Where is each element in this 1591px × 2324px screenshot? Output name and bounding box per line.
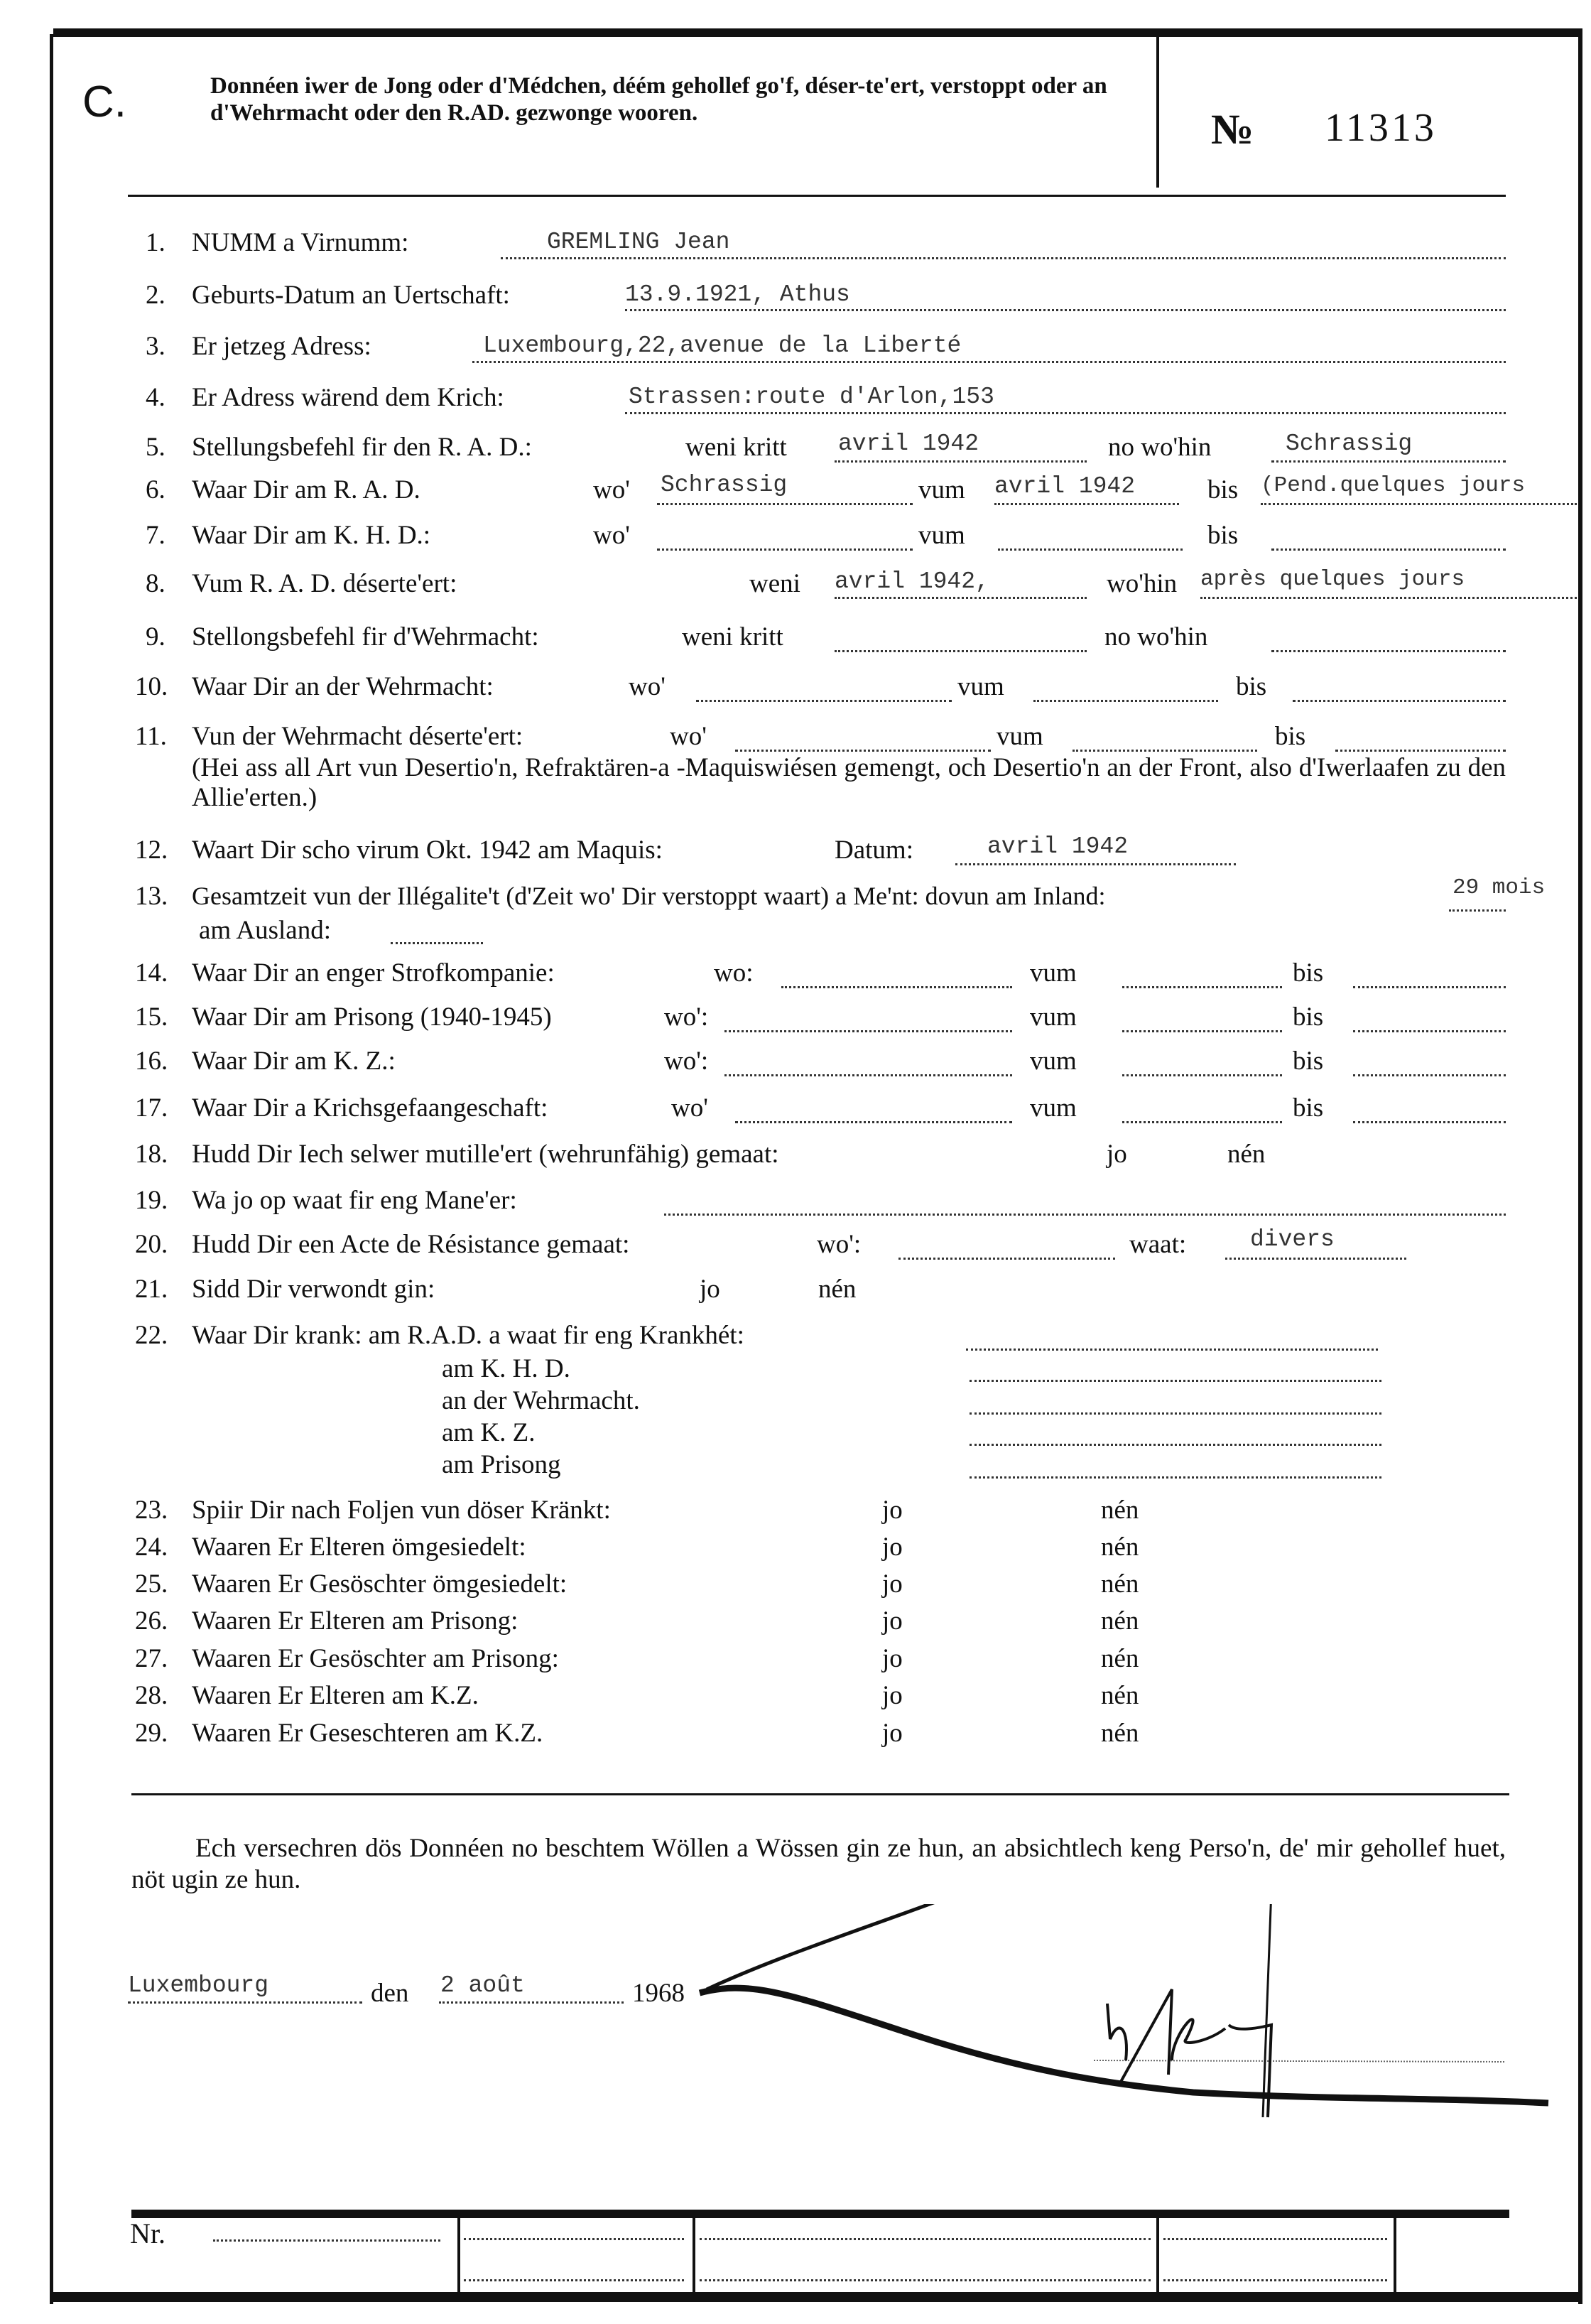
name-field[interactable]: GREMLING Jean xyxy=(547,229,730,255)
declaration-text: Ech versechren dös Donnéen no beschtem Wöllen a Wössen gin ze hun, an absichtlech keng Perso'n, de' mir gehollef huet, nöt ugin ze hun. xyxy=(131,1834,1506,1894)
to-label: bis xyxy=(1236,672,1267,701)
inland-field[interactable]: 29 mois xyxy=(1452,875,1546,900)
to-label: bis xyxy=(1275,722,1306,751)
where-field[interactable] xyxy=(724,1074,1012,1076)
item-label: Waar Dir am K. Z.: xyxy=(192,1047,396,1076)
when-label: weni kritt xyxy=(682,622,783,652)
no-option[interactable]: nén xyxy=(1227,1140,1266,1169)
where-field-line xyxy=(657,503,913,505)
item-label: Waaren Er Geseschteren am K.Z. xyxy=(192,1719,543,1748)
table-cell-line[interactable] xyxy=(700,2279,1151,2281)
table-cell-line[interactable] xyxy=(464,2238,684,2240)
no-option[interactable]: nén xyxy=(1101,1606,1139,1636)
table-column-divider xyxy=(1156,2218,1159,2292)
item-number: 21. xyxy=(135,1275,168,1304)
item-label: NUMM a Virnumm: xyxy=(192,228,409,257)
table-cell-line[interactable] xyxy=(1163,2279,1387,2281)
from-field[interactable] xyxy=(1122,1074,1282,1076)
illness-prisong-field[interactable] xyxy=(970,1476,1381,1479)
section-letter: C. xyxy=(82,77,126,126)
item-label: Gesamtzeit vun der Illégalite't (d'Zeit wo' Dir verstoppt waart) a Me'nt: dovun am Inland: xyxy=(192,882,1106,910)
to-field[interactable]: (Pend.quelques jours xyxy=(1261,473,1526,498)
where-label: wo' xyxy=(629,672,666,701)
yes-option[interactable]: jo xyxy=(882,1719,903,1748)
where-field[interactable] xyxy=(1271,650,1506,652)
where-label: no wo'hin xyxy=(1104,622,1208,652)
item-label: Waar Dir a Krichsgefaangeschaft: xyxy=(192,1093,548,1123)
item-label: Waaren Er Gesöschter am Prisong: xyxy=(192,1644,559,1673)
item-number: 18. xyxy=(135,1140,168,1169)
where-label: no wo'hin xyxy=(1108,433,1212,462)
frame-top-border xyxy=(53,28,1582,37)
where-field[interactable] xyxy=(657,548,913,551)
where-label: wo' xyxy=(593,521,630,550)
abroad-label: am Ausland: xyxy=(199,916,332,945)
where-field[interactable] xyxy=(898,1258,1115,1260)
date-label: Datum: xyxy=(835,836,913,865)
to-label: bis xyxy=(1293,958,1324,988)
item-number: 8. xyxy=(146,569,165,598)
what-field[interactable]: divers xyxy=(1250,1226,1335,1253)
number-sign: № xyxy=(1211,106,1254,153)
table-cell-line[interactable] xyxy=(700,2238,1151,2240)
place-field[interactable]: Luxembourg xyxy=(128,1972,269,1999)
item-number: 20. xyxy=(135,1230,168,1259)
where-field[interactable] xyxy=(724,1030,1012,1032)
den-label: den xyxy=(371,1979,409,2008)
item-label: Waaren Er Elteren am K.Z. xyxy=(192,1681,479,1710)
sub-label: am K. H. D. xyxy=(442,1354,570,1383)
nr-field[interactable] xyxy=(213,2239,440,2242)
to-label: bis xyxy=(1293,1047,1324,1076)
item-label: Waaren Er Elteren am Prisong: xyxy=(192,1606,518,1636)
where-field-line xyxy=(1271,460,1506,463)
illness-wehrmacht-field[interactable] xyxy=(970,1412,1381,1415)
item-number: 27. xyxy=(135,1644,168,1673)
item-label: Waar Dir am K. H. D.: xyxy=(192,521,431,550)
where-field[interactable]: Schrassig xyxy=(661,472,788,498)
item-number: 4. xyxy=(146,383,165,412)
from-label: vum xyxy=(1030,1002,1077,1032)
where-label: wo': xyxy=(664,1002,709,1032)
from-field-line xyxy=(994,503,1179,505)
table-column-divider xyxy=(693,2218,695,2292)
where-label: wo': xyxy=(817,1230,862,1259)
no-option[interactable]: nén xyxy=(1101,1496,1139,1525)
item-label: Waar Dir am Prisong (1940-1945) xyxy=(192,1002,552,1032)
war-address-field-line xyxy=(625,412,1506,414)
yes-option[interactable]: jo xyxy=(882,1569,903,1599)
item-label: Waaren Er Gesöschter ömgesiedelt: xyxy=(192,1569,568,1599)
signature xyxy=(682,1904,1563,2139)
item-number: 17. xyxy=(135,1093,168,1123)
where-label: wo' xyxy=(670,722,707,751)
header-divider xyxy=(1156,37,1159,188)
from-label: vum xyxy=(1030,1047,1077,1076)
item-number: 10. xyxy=(135,672,168,701)
date-field-line xyxy=(439,2001,624,2004)
to-field[interactable] xyxy=(1353,1030,1506,1032)
signature-line xyxy=(1094,2060,1506,2062)
from-label: vum xyxy=(957,672,1004,701)
item-label: Hudd Dir een Acte de Résistance gemaat: xyxy=(192,1230,630,1259)
item-note: (Hei ass all Art vun Desertio'n, Refraktären-a -Maquiswiésen gemengt, och Desertio'n an der Front, also d'Iwerlaafen zu den Allie'erten.) xyxy=(192,753,1506,812)
birth-field-line xyxy=(625,309,1506,311)
where-label: wo'hin xyxy=(1107,569,1178,598)
table-cell-line[interactable] xyxy=(464,2279,684,2281)
from-field[interactable] xyxy=(1122,1121,1282,1123)
from-field[interactable] xyxy=(1122,1030,1282,1032)
to-field[interactable] xyxy=(1353,1074,1506,1076)
item-number: 23. xyxy=(135,1496,168,1525)
item-number: 19. xyxy=(135,1186,168,1215)
yes-option[interactable]: jo xyxy=(882,1533,903,1562)
where-field[interactable]: après quelques jours xyxy=(1200,567,1465,592)
illness-rad-field[interactable] xyxy=(966,1349,1378,1351)
nr-label: Nr. xyxy=(130,2217,165,2249)
when-field-line xyxy=(835,597,1087,599)
item-label: Wa jo op waat fir eng Mane'er: xyxy=(192,1186,517,1215)
where-label: wo: xyxy=(714,958,754,988)
item-label: Waar Dir an der Wehrmacht: xyxy=(192,672,494,701)
date-field[interactable]: 2 août xyxy=(440,1972,525,1999)
yes-option[interactable]: jo xyxy=(882,1496,903,1525)
to-label: bis xyxy=(1207,475,1239,504)
frame-bottom-border xyxy=(53,2292,1582,2302)
yes-option[interactable]: jo xyxy=(882,1644,903,1673)
where-field[interactable] xyxy=(781,986,1012,988)
item-label: Stellongsbefehl fir d'Wehrmacht: xyxy=(192,622,539,652)
item-number: 15. xyxy=(135,1002,168,1032)
item-label: Er Adress wärend dem Krich: xyxy=(192,383,504,412)
header-rule xyxy=(128,195,1506,197)
from-label: vum xyxy=(997,722,1043,751)
where-field-line xyxy=(1200,597,1577,599)
address-field-line xyxy=(472,361,1506,363)
to-field[interactable] xyxy=(1271,548,1506,551)
section-divider xyxy=(131,1793,1509,1795)
form-number: 11313 xyxy=(1325,106,1437,150)
date-field[interactable]: avril 1942 xyxy=(987,833,1129,860)
illness-khd-field[interactable] xyxy=(970,1380,1381,1382)
table-cell-line[interactable] xyxy=(1163,2238,1387,2240)
when-field-line xyxy=(835,460,1087,463)
sub-label: an der Wehrmacht. xyxy=(442,1386,640,1415)
sub-label: am K. Z. xyxy=(442,1418,536,1447)
item-number: 26. xyxy=(135,1606,168,1636)
item-number: 7. xyxy=(146,521,165,550)
item-number: 24. xyxy=(135,1533,168,1562)
section-title: Donnéen iwer de Jong oder d'Médchen, déém gehollef go'f, déser-te'ert, verstoppt oder an d'Wehrmacht oder den R.AD. gezwonge wooren. xyxy=(210,73,1107,126)
item-label: Er jetzeg Adress: xyxy=(192,332,371,361)
frame-left-border xyxy=(50,34,53,2304)
address-field[interactable]: Luxembourg,22,avenue de la Liberté xyxy=(483,333,962,359)
table-column-divider xyxy=(457,2218,460,2292)
yes-option[interactable]: jo xyxy=(882,1681,903,1710)
from-label: vum xyxy=(918,521,965,550)
frame-right-border xyxy=(1578,34,1582,2304)
item-label: Vun der Wehrmacht déserte'ert: xyxy=(192,722,523,751)
item-number: 25. xyxy=(135,1569,168,1599)
to-field[interactable] xyxy=(1353,986,1506,988)
from-field[interactable]: avril 1942 xyxy=(994,473,1136,499)
sub-label: am Prisong xyxy=(442,1450,561,1479)
birth-field[interactable]: 13.9.1921, Athus xyxy=(625,281,850,308)
item-label: Waar Dir am R. A. D. xyxy=(192,475,420,504)
item-label: Waaren Er Elteren ömgesiedelt: xyxy=(192,1533,526,1562)
to-label: bis xyxy=(1293,1093,1324,1123)
item-number: 12. xyxy=(135,836,168,865)
item-number: 16. xyxy=(135,1047,168,1076)
year: 1968 xyxy=(632,1979,685,2008)
no-option[interactable]: nén xyxy=(1101,1719,1139,1748)
where-label: wo' xyxy=(671,1093,708,1123)
where-field[interactable]: Schrassig xyxy=(1286,431,1413,457)
inland-field-line xyxy=(1449,909,1506,912)
manner-field[interactable] xyxy=(664,1214,1506,1216)
when-field[interactable]: avril 1942, xyxy=(835,568,989,595)
signature-stroke-lower xyxy=(700,1988,1548,2103)
item-number: 1. xyxy=(146,228,165,257)
where-field[interactable] xyxy=(735,750,991,752)
yes-option[interactable]: jo xyxy=(1107,1140,1127,1169)
when-label: weni kritt xyxy=(685,433,787,462)
when-field[interactable] xyxy=(835,650,1087,652)
to-field[interactable] xyxy=(1353,1121,1506,1123)
what-label: waat: xyxy=(1129,1230,1187,1259)
from-field[interactable] xyxy=(1073,750,1257,752)
signature-stroke-upper xyxy=(707,1904,1278,1989)
when-label: weni xyxy=(749,569,800,598)
to-field-line xyxy=(1261,503,1577,505)
date-field-line xyxy=(955,863,1236,865)
from-label: vum xyxy=(1030,1093,1077,1123)
no-option[interactable]: nén xyxy=(1101,1569,1139,1599)
illness-kz-field[interactable] xyxy=(970,1444,1381,1446)
war-address-field[interactable]: Strassen:route d'Arlon,153 xyxy=(629,384,994,410)
item-number: 14. xyxy=(135,958,168,988)
abroad-field[interactable] xyxy=(391,942,483,944)
item-label: Spiir Dir nach Foljen vun döser Kränkt: xyxy=(192,1496,611,1525)
what-field-line xyxy=(1225,1258,1406,1260)
to-label: bis xyxy=(1207,521,1239,550)
no-option[interactable]: nén xyxy=(1101,1681,1139,1710)
item-number: 5. xyxy=(146,433,165,462)
item-label: Geburts-Datum an Uertschaft: xyxy=(192,281,510,310)
where-field[interactable] xyxy=(735,1121,1012,1123)
item-number: 13. xyxy=(135,882,168,911)
yes-option[interactable]: jo xyxy=(700,1275,720,1304)
item-number: 3. xyxy=(146,332,165,361)
item-label: Waar Dir krank: am R.A.D. a waat fir eng Krankhét: xyxy=(192,1321,744,1350)
table-top-border xyxy=(131,2210,1509,2218)
no-option[interactable]: nén xyxy=(1101,1533,1139,1562)
table-column-divider xyxy=(1394,2218,1396,2292)
to-label: bis xyxy=(1293,1002,1324,1032)
where-label: wo': xyxy=(664,1047,709,1076)
to-field[interactable] xyxy=(1293,700,1506,702)
no-option[interactable]: nén xyxy=(1101,1644,1139,1673)
place-field-line xyxy=(128,2001,362,2004)
item-number: 29. xyxy=(135,1719,168,1748)
to-field[interactable] xyxy=(1335,750,1506,752)
item-label: Stellungsbefehl fir den R. A. D.: xyxy=(192,433,532,462)
item-label: Hudd Dir Iech selwer mutille'ert (wehrunfähig) gemaat: xyxy=(192,1140,779,1169)
item-number: 9. xyxy=(146,622,165,652)
item-label: Waart Dir scho virum Okt. 1942 am Maquis: xyxy=(192,836,663,865)
item-number: 28. xyxy=(135,1681,168,1710)
item-label: Vum R. A. D. déserte'ert: xyxy=(192,569,457,598)
item-number: 2. xyxy=(146,281,165,310)
item-number: 11. xyxy=(135,722,167,751)
yes-option[interactable]: jo xyxy=(882,1606,903,1636)
item-number: 6. xyxy=(146,475,165,504)
item-number: 22. xyxy=(135,1321,168,1350)
name-field-line xyxy=(501,257,1506,259)
item-label: Sidd Dir verwondt gin: xyxy=(192,1275,435,1304)
where-label: wo' xyxy=(593,475,630,504)
no-option[interactable]: nén xyxy=(818,1275,857,1304)
item-label: Waar Dir an enger Strofkompanie: xyxy=(192,958,555,988)
from-label: vum xyxy=(918,475,965,504)
from-field[interactable] xyxy=(1122,986,1282,988)
from-label: vum xyxy=(1030,958,1077,988)
from-field[interactable] xyxy=(1033,700,1218,702)
from-field[interactable] xyxy=(998,548,1183,551)
where-field[interactable] xyxy=(696,700,952,702)
when-field[interactable]: avril 1942 xyxy=(838,431,979,457)
